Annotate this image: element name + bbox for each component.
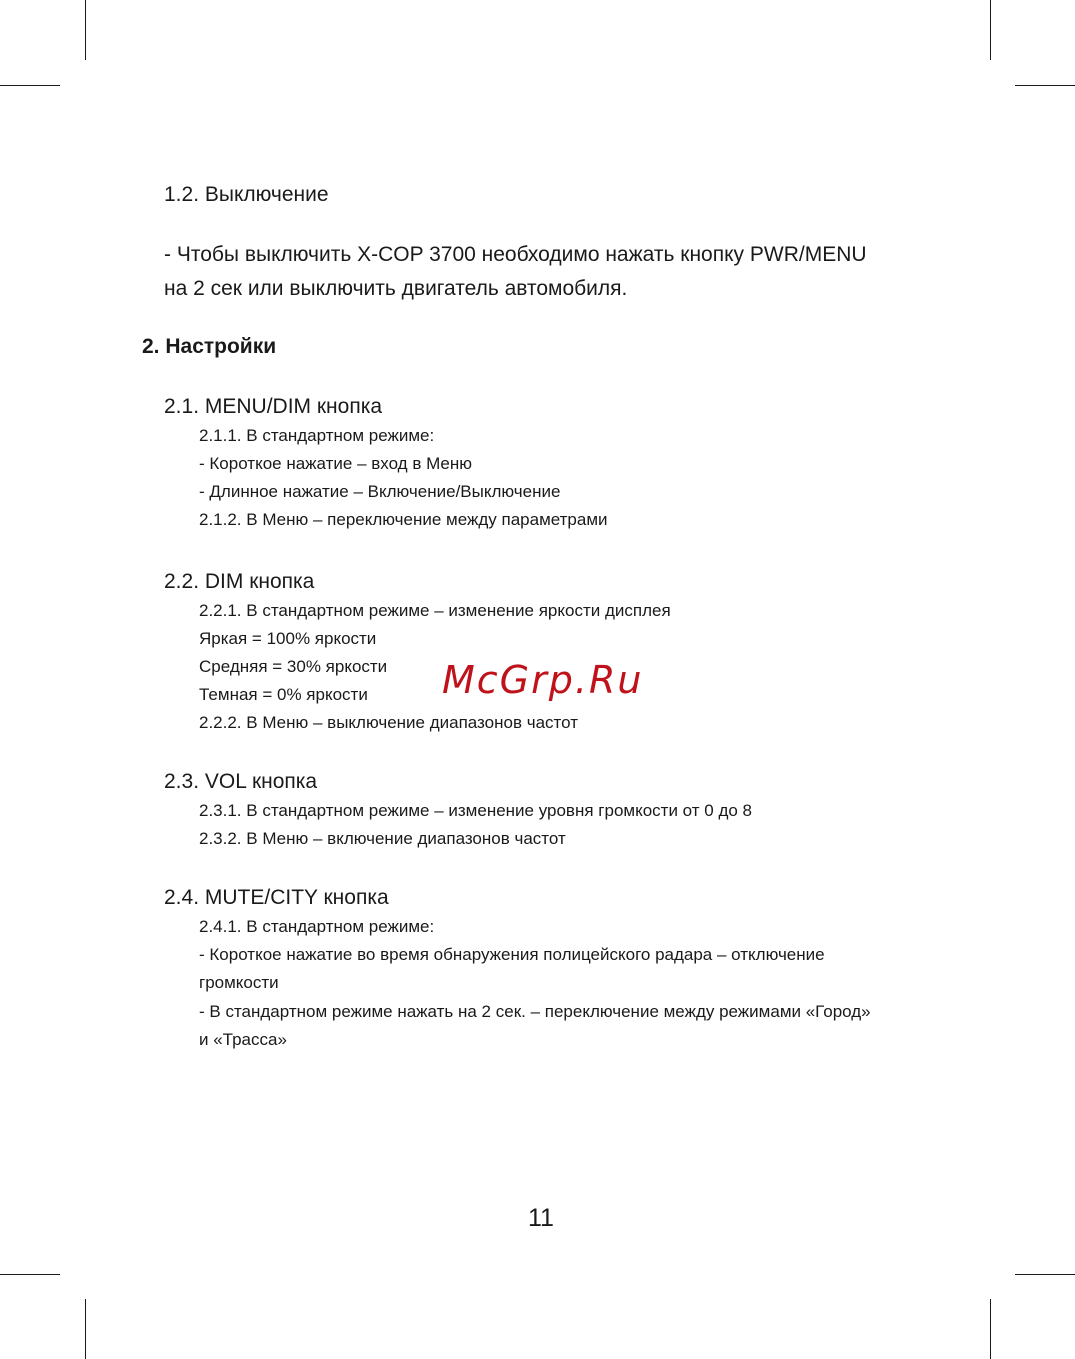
list-item: 2.3.1. В стандартном режиме – изменение уровня громкости от 0 до 8 (199, 801, 752, 820)
list-item: 2.2.1. В стандартном режиме – изменение яркости дисплея (199, 601, 671, 620)
list-item: 2.1.2. В Меню – переключение между параметрами (199, 510, 608, 529)
list-item: - В стандартном режиме нажать на 2 сек. – переключение между режимами «Город» (199, 1002, 871, 1021)
list-item: 2.4.1. В стандартном режиме: (199, 917, 435, 936)
list-item: Темная = 0% яркости (199, 685, 368, 704)
paragraph-line: - Чтобы выключить X-COP 3700 необходимо нажать кнопку PWR/MENU (164, 243, 867, 266)
crop-mark (0, 1274, 60, 1275)
section-heading: 1.2. Выключение (164, 183, 329, 206)
list-item: 2.2.2. В Меню – выключение диапазонов частот (199, 713, 578, 732)
crop-mark (990, 1299, 991, 1359)
section-heading: 2.3. VOL кнопка (164, 770, 318, 793)
section-heading: 2.1. MENU/DIM кнопка (164, 395, 383, 418)
watermark: McGrp.Ru (442, 658, 644, 702)
crop-mark (1015, 85, 1075, 86)
crop-mark (85, 1299, 86, 1359)
section-heading: 2.4. MUTE/CITY кнопка (164, 886, 389, 909)
paragraph-line: на 2 сек или выключить двигатель автомобиля. (164, 277, 628, 300)
section-heading: 2.2. DIM кнопка (164, 570, 315, 593)
chapter-heading: 2. Настройки (142, 335, 277, 358)
list-item: и «Трасса» (199, 1030, 287, 1049)
list-item: - Короткое нажатие во время обнаружения полицейского радара – отключение (199, 945, 825, 964)
list-item: Средняя = 30% яркости (199, 657, 388, 676)
list-item: 2.1.1. В стандартном режиме: (199, 426, 435, 445)
list-item: 2.3.2. В Меню – включение диапазонов частот (199, 829, 566, 848)
list-item: - Короткое нажатие – вход в Меню (199, 454, 473, 473)
list-item: громкости (199, 973, 279, 992)
list-item: - Длинное нажатие – Включение/Выключение (199, 482, 561, 501)
page-number: 11 (528, 1204, 554, 1232)
crop-mark (1015, 1274, 1075, 1275)
crop-mark (85, 0, 86, 60)
crop-mark (990, 0, 991, 60)
crop-mark (0, 85, 60, 86)
list-item: Яркая = 100% яркости (199, 629, 377, 648)
